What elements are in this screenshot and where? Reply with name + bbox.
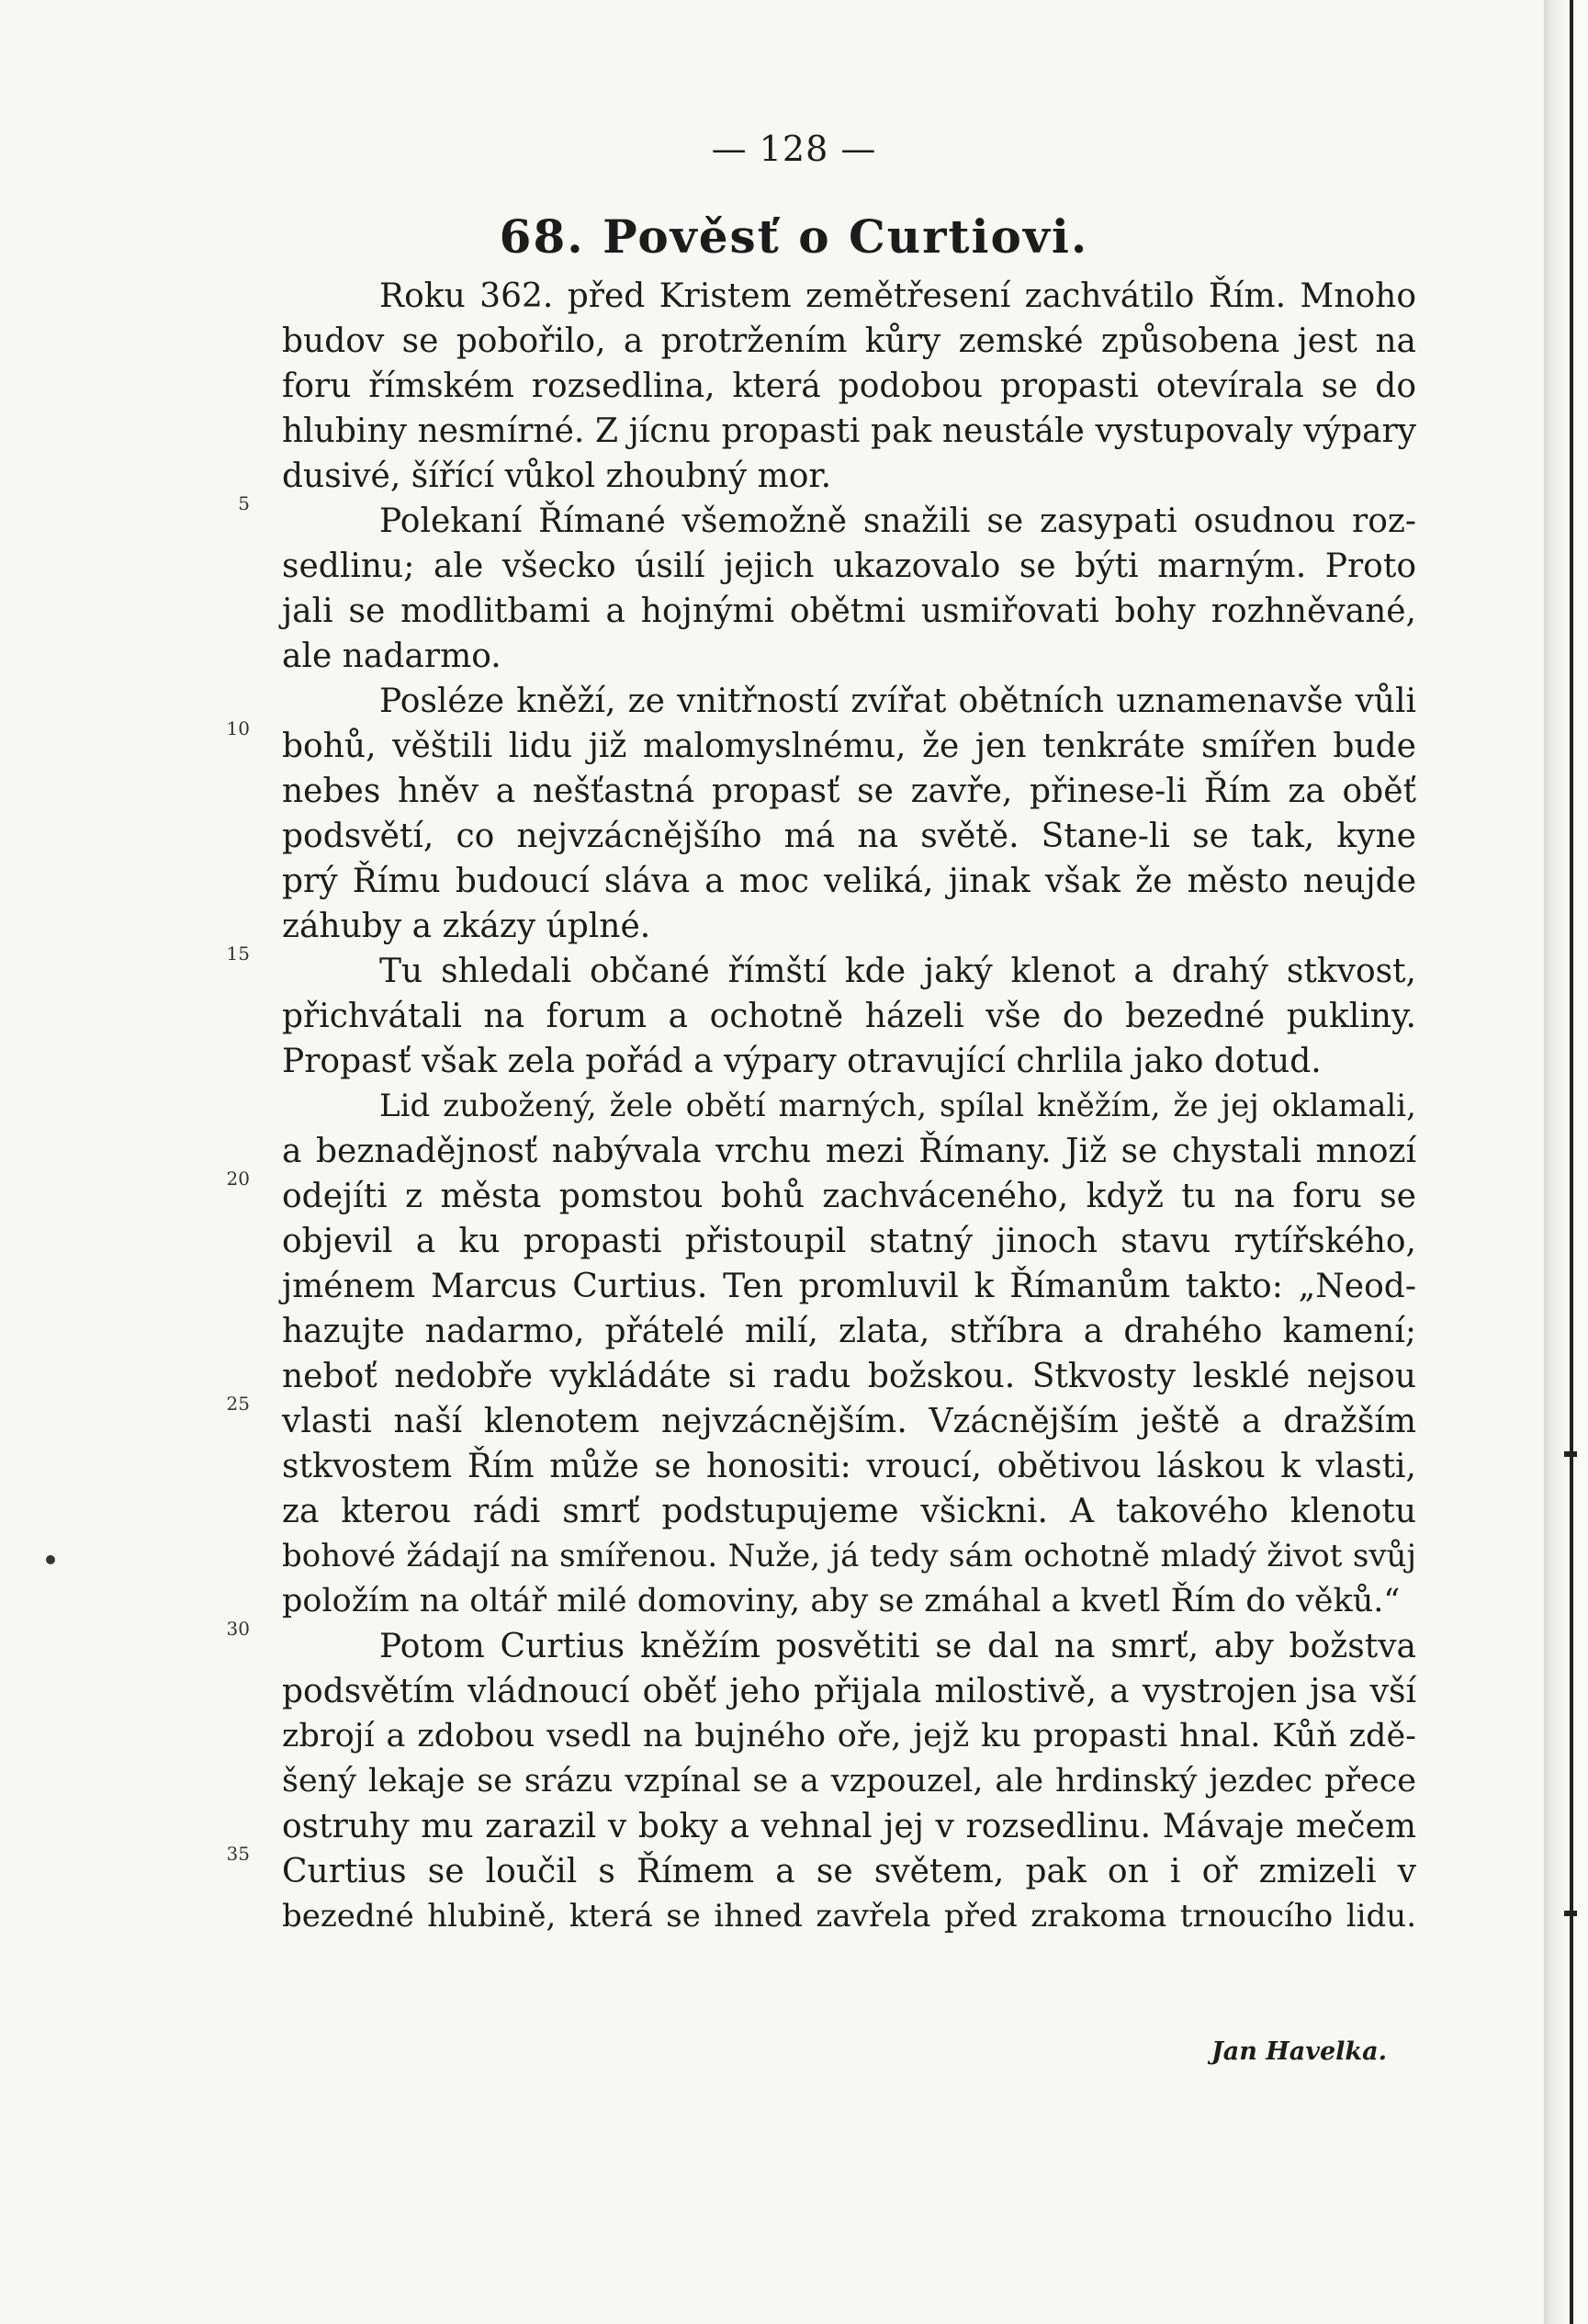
scan-edge-tick — [1564, 1451, 1577, 1457]
line-number: 20 — [226, 1168, 250, 1190]
line-number: 10 — [226, 717, 250, 739]
page-title: 68. Pověsť o Curtiovi. — [499, 209, 1089, 264]
text-line: Propasť však zela pořád a výpary otravující chrlila jako dotud. — [282, 1043, 1322, 1080]
text-line: budov se pobořilo, a protržením kůry zemské způsobena jest na — [282, 322, 1416, 360]
text-line: jménem Marcus Curtius. Ten promluvil k Římanům takto: „Neod- — [282, 1268, 1416, 1305]
text-line: bezedné hlubině, která se ihned zavřela před zrakoma trnoucího lidu. — [282, 1898, 1416, 1935]
text-line: objevil a ku propasti přistoupil statný jinoch stavu rytířského, — [282, 1223, 1416, 1260]
text-line: dusivé, šířící vůkol zhoubný mor. — [282, 457, 832, 495]
text-line: ale nadarmo. — [282, 637, 501, 675]
text-line: a beznadějnosť nabývala vrchu mezi Římany. Již se chystali mnozí — [282, 1133, 1416, 1170]
text-line: hazujte nadarmo, přátelé milí, zlata, stříbra a drahého kamení; — [282, 1313, 1416, 1350]
text-line: foru římském rozsedlina, která podobou propasti otevírala se do — [282, 367, 1416, 405]
text-line: podsvětím vládnoucí oběť jeho přijala milostivě, a vystrojen jsa vší — [282, 1673, 1416, 1710]
text-line: ostruhy mu zarazil v boky a vehnal jej v rozsedlinu. Mávaje mečem — [282, 1808, 1416, 1845]
text-line: za kterou rádi smrť podstupujeme všickni. A takového klenotu — [282, 1493, 1416, 1530]
line-number: 30 — [226, 1618, 250, 1640]
body-text — [282, 274, 1416, 1939]
text-line: jali se modlitbami a hojnými obětmi usmiřovati bohy rozhněvané, — [282, 592, 1416, 630]
text-line: neboť nedobře vykládáte si radu božskou. Stkvosty lesklé nejsou — [282, 1358, 1416, 1395]
text-line: Lid zubožený, žele obětí marných, spílal kněžím, že jej oklamali, — [379, 1088, 1416, 1124]
text-line: Posléze kněží, ze vnitřností zvířat obětních uznamenavše vůli — [379, 683, 1416, 720]
line-number: 15 — [226, 942, 250, 965]
author-signature: Jan Havelka. — [1211, 2037, 1387, 2066]
text-line: podsvětí, co nejvzácnějšího má na světě. Stane-li se tak, kyne — [282, 818, 1416, 855]
scan-edge-rule — [1570, 0, 1573, 2324]
text-line: zbrojí a zdobou vsedl na bujného oře, jejž ku propasti hnal. Kůň zdě- — [282, 1718, 1416, 1754]
text-line: Polekaní Římané všemožně snažili se zasypati osudnou roz- — [379, 502, 1416, 540]
scan-edge-tick — [1564, 1911, 1577, 1916]
line-number: 5 — [238, 492, 250, 514]
text-line: nebes hněv a nešťastná propasť se zavře, přinese-li Řím za oběť — [282, 773, 1416, 810]
text-line: bohové žádají na smířenou. Nuže, já tedy sám ochotně mladý život svůj — [282, 1538, 1416, 1574]
line-number: 25 — [226, 1393, 250, 1415]
line-number: 35 — [226, 1843, 250, 1865]
stray-mark — [46, 1555, 55, 1564]
scan-right-edge — [1544, 0, 1588, 2324]
page-number: — 128 — — [711, 129, 877, 169]
text-line: položím na oltář milé domoviny, aby se zmáhal a kvetl Řím do věků.“ — [282, 1583, 1401, 1619]
text-line: šený lekaje se srázu vzpínal se a vzpouzel, ale hrdinský jezdec přece — [282, 1763, 1416, 1799]
text-line: hlubiny nesmírné. Z jícnu propasti pak neustále vystupovaly výpary — [282, 412, 1416, 450]
text-line: Tu shledali občané římští kde jaký klenot a drahý stkvost, — [379, 953, 1416, 990]
text-line: vlasti naší klenotem nejvzácnějším. Vzácnějším ještě a dražším — [282, 1403, 1416, 1440]
text-line: odejíti z města pomstou bohů zachváceného, když tu na foru se — [282, 1178, 1416, 1215]
text-line: Roku 362. před Kristem zemětřesení zachvátilo Řím. Mnoho — [379, 277, 1416, 315]
text-line: záhuby a zkázy úplné. — [282, 908, 651, 945]
text-line: bohů, věštili lidu již malomyslnému, že jen tenkráte smířen bude — [282, 728, 1416, 765]
text-line: Potom Curtius kněžím posvětiti se dal na smrť, aby božstva — [379, 1628, 1416, 1665]
text-line: Curtius se loučil s Římem a se světem, pak on i oř zmizeli v — [282, 1853, 1416, 1890]
text-line: sedlinu; ale všecko úsilí jejich ukazovalo se býti marným. Proto — [282, 547, 1416, 585]
text-line: přichvátali na forum a ochotně házeli vše do bezedné pukliny. — [282, 998, 1416, 1035]
text-line: prý Římu budoucí sláva a moc veliká, jinak však že město neujde — [282, 863, 1416, 900]
text-line: stkvostem Řím může se honositi: vroucí, obětivou láskou k vlasti, — [282, 1448, 1416, 1485]
